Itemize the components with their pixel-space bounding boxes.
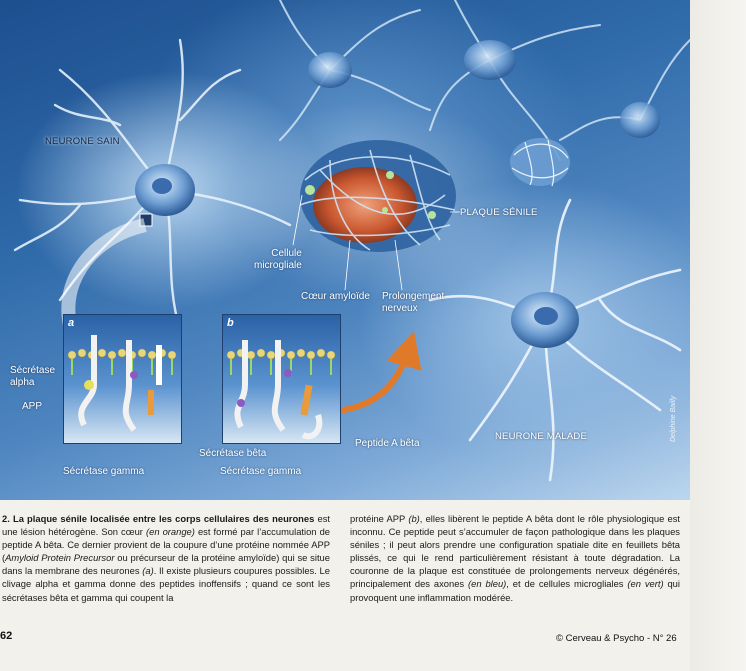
caption-italic: (en bleu) (468, 578, 507, 590)
membrane-diagram-a (64, 315, 181, 443)
label-diseased-neuron: NEURONE MALADE (495, 431, 588, 442)
label-app: APP (22, 401, 43, 412)
caption-italic: Amyloid Protein Precursor (5, 552, 115, 564)
label-alpha-secretase: Sécrétase alpha (10, 365, 56, 388)
label-gamma-secretase-b: Sécrétase gamma (220, 466, 302, 477)
page-margin (690, 0, 746, 671)
label-nerve-extension: Prolongement nerveux (382, 291, 445, 314)
caption-right-column (350, 512, 680, 604)
caption-text: ou précurseur de la protéine amyloïde) qui se situe dans la membrane des neurones (2, 552, 330, 577)
caption-italic: (en vert) (627, 578, 664, 590)
caption-italic: (en orange) (145, 526, 195, 538)
membrane-diagram-b (223, 315, 340, 443)
label-beta-secretase: Sécrétase bêta (199, 448, 267, 459)
label-microglial-cell: Cellule microgliale (254, 248, 302, 271)
caption-text: est une lésion hétérogène. Son cœur (2, 513, 330, 538)
caption-italic: (a) (142, 565, 154, 577)
label-senile-plaque: PLAQUE SÉNILE (460, 207, 538, 218)
page-number: 62 (0, 630, 13, 642)
caption-text: est formé par l’accumulation de peptide A bêta. Ce dernier provient de la coupure d’une protéine nommée APP ( (2, 526, 330, 564)
label-peptide-a-beta: Peptide A bêta (355, 438, 420, 449)
publication-source: © Cerveau & Psycho - N° 26 (556, 633, 677, 644)
illustration-credit: Delphine Bailly (670, 395, 677, 442)
caption-heading: 2. La plaque sénile localisée entre les corps cellulaires des neurones (2, 513, 315, 524)
label-amyloid-core: Cœur amyloïde (301, 291, 370, 302)
caption-text: protéine APP (350, 513, 409, 524)
label-gamma-secretase-a: Sécrétase gamma (63, 466, 145, 477)
panel-b-beta-gamma-cleavage (222, 314, 341, 444)
panel-letter-a: a (68, 317, 75, 329)
caption-text: , elles libèrent le peptide A bêta dont le rôle physiologique est inconnu. Ce peptide peut s’accumuler de façon pathologique dans les plaques séniles ; il peut alors prendre une configuration spatiale dite en feuillets bêta plissés, ce qui le rend particulièrement résistant à toute dégradation. La couronne de la plaque est constituée de prolongements nerveux dégénérés, principalement des axones (350, 513, 680, 590)
panel-letter-b: b (227, 317, 234, 329)
caption-left-column (2, 512, 330, 604)
caption-text: . Il existe plusieurs coupures possibles. Le clivage alpha et gamma donne des peptides inoffensifs ; quand ce sont les sécrétases bêta et gamma qui coupent la (2, 565, 330, 603)
caption-italic: (b) (408, 513, 420, 524)
caption-text: , et de cellules microgliales (506, 578, 628, 590)
label-healthy-neuron: NEURONE SAIN (45, 136, 120, 147)
caption-text: qui provoquent une inflammation modérée. (350, 578, 680, 603)
panel-a-alpha-gamma-cleavage (63, 314, 182, 444)
